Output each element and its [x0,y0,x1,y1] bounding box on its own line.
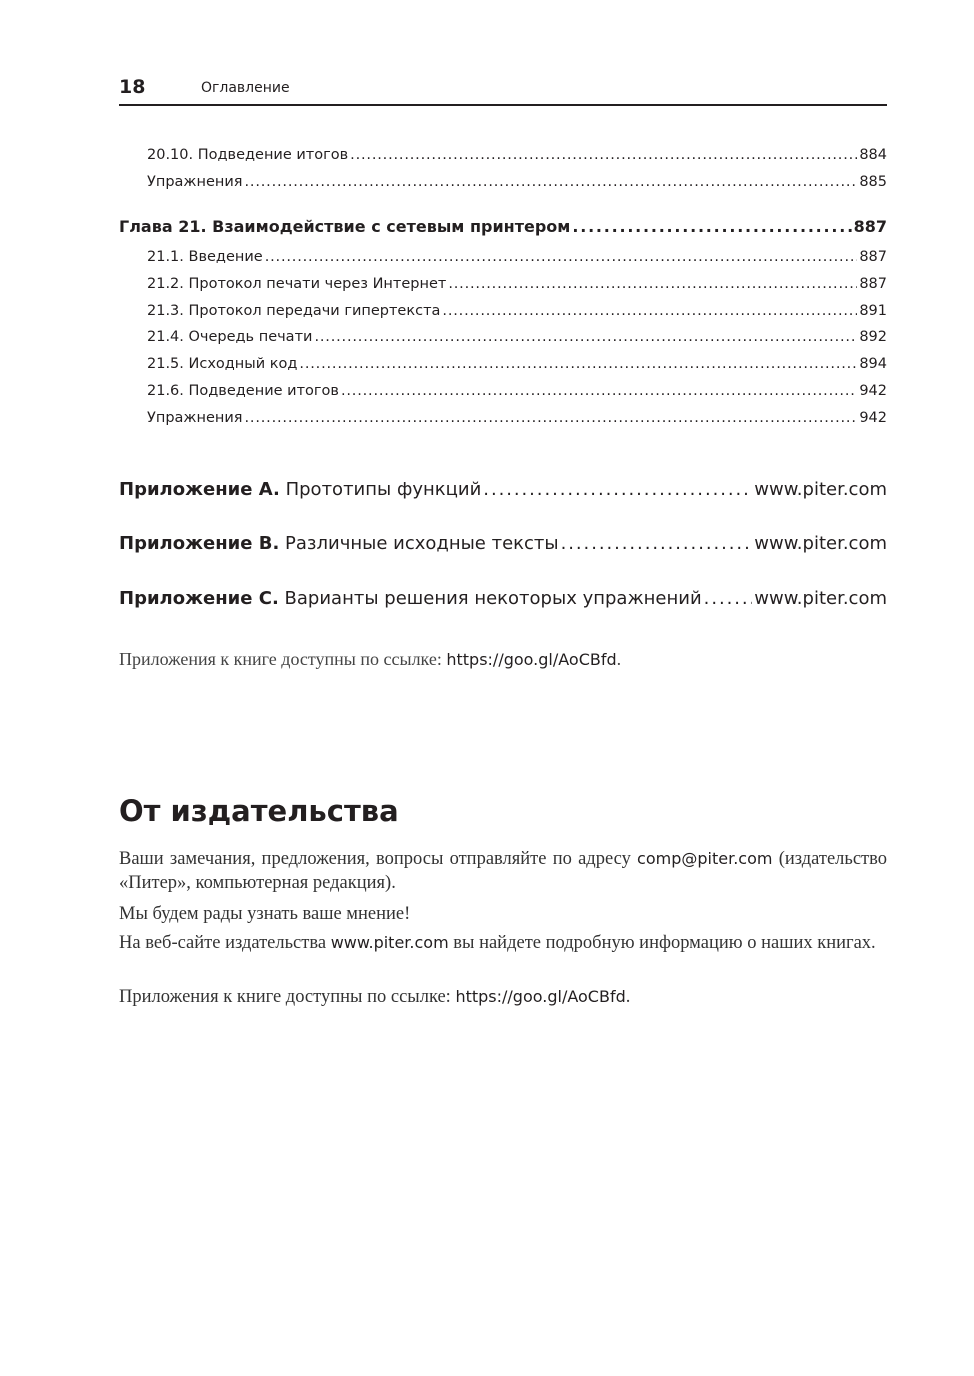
p3-text: На веб-сайте издательства [119,933,331,953]
p3-end: вы найдете подробную информацию о наших книгах. [448,933,876,953]
toc-entry-title: Упражнения [147,174,243,190]
toc-entry[interactable] [147,326,887,348]
toc-dot-leader [341,380,857,402]
toc-dot-leader [704,586,753,612]
toc-dot-leader [245,171,858,193]
toc-appendix-c[interactable] [119,586,887,612]
appendix-location: www.piter.com [754,479,887,500]
publisher-paragraph-2: Мы будем рады узнать ваше мнение! [119,904,411,924]
toc-entry[interactable] [147,353,887,375]
appendix-title: Варианты решения некоторых упражнений [284,588,702,609]
toc-dot-leader [572,215,851,239]
toc-dot-leader [561,531,753,557]
toc-entry-title: 21.4. Очередь печати [147,329,313,345]
toc-entry[interactable] [147,407,887,429]
toc-appendix-a[interactable] [119,477,887,503]
toc-entry-title: 21.6. Подведение итогов [147,383,339,399]
toc-entry-title: 21.5. Исходный код [147,356,298,372]
toc-dot-leader [350,144,857,166]
toc-entry-page: 887 [859,276,887,292]
toc-dot-leader [245,407,858,429]
page-number: 18 [119,76,146,98]
toc-chapter-title: Глава 21. Взаимодействие с сетевым принтером [119,217,571,236]
publisher-paragraph-1 [119,847,887,895]
appendix-title: Прототипы функций [285,479,482,500]
appendix-note-text: Приложения к книге доступны по ссылке: [119,649,447,669]
p4-end: . [625,987,631,1007]
toc-dot-leader [448,273,857,295]
toc-chapter-page: 887 [853,217,887,236]
publisher-email-link[interactable]: comp@piter.com [637,849,773,868]
publisher-paragraph-4 [119,985,887,1009]
toc-entry[interactable] [147,300,887,322]
appendix-title: Различные исходные тексты [285,533,559,554]
toc-entry-page: 942 [859,410,887,426]
p1-text: Ваши замечания, предложения, вопросы отправляйте по адресу [119,849,638,869]
appendix-note-link[interactable]: https://goo.gl/AoCBfd [446,650,617,669]
running-header [119,74,887,106]
toc-entry-page: 942 [859,383,887,399]
toc-entry-title: 21.1. Введение [147,249,263,265]
toc-entry-page: 894 [859,356,887,372]
appendix-label: Приложение B. [119,533,280,554]
p4-text: Приложения к книге доступны по ссылке: [119,987,456,1007]
appendix-location: www.piter.com [754,588,887,609]
toc-dot-leader [314,326,857,348]
toc-entry-page: 887 [859,249,887,265]
toc-appendix-b[interactable] [119,531,887,557]
toc-dot-leader [483,477,752,503]
appendix-note [119,647,887,672]
appendix-label: Приложение A. [119,479,280,500]
toc-entry-page: 885 [859,174,887,190]
toc-entry-title: 21.2. Протокол печати через Интернет [147,276,447,292]
p1-end: (издательство «Питер», компьютерная редакция). [119,849,887,893]
toc-chapter-entry[interactable] [119,215,887,239]
toc-dot-leader [265,246,858,268]
toc-entry-title: Упражнения [147,410,243,426]
toc-entry-title: 21.3. Протокол передачи гипертекста [147,303,441,319]
publisher-paragraph-3 [119,931,887,955]
toc-entry[interactable] [147,380,887,402]
toc-entry-title: 20.10. Подведение итогов [147,147,349,163]
toc-dot-leader [442,300,857,322]
toc-entry[interactable] [147,144,887,166]
toc-entry[interactable] [147,171,887,193]
publisher-website-link[interactable]: www.piter.com [330,933,449,952]
appendix-location: www.piter.com [754,533,887,554]
appendix-note-end: . [616,649,622,669]
toc-dot-leader [299,353,857,375]
toc-entry[interactable] [147,246,887,268]
running-title: Оглавление [201,80,290,96]
toc-entry-page: 884 [859,147,887,163]
section-heading: От издательства [119,794,399,828]
appendix-label: Приложение C. [119,588,279,609]
toc-entry-page: 891 [859,303,887,319]
toc-entry[interactable] [147,273,887,295]
publisher-appendix-link[interactable]: https://goo.gl/AoCBfd [455,987,626,1006]
toc-entry-page: 892 [859,329,887,345]
